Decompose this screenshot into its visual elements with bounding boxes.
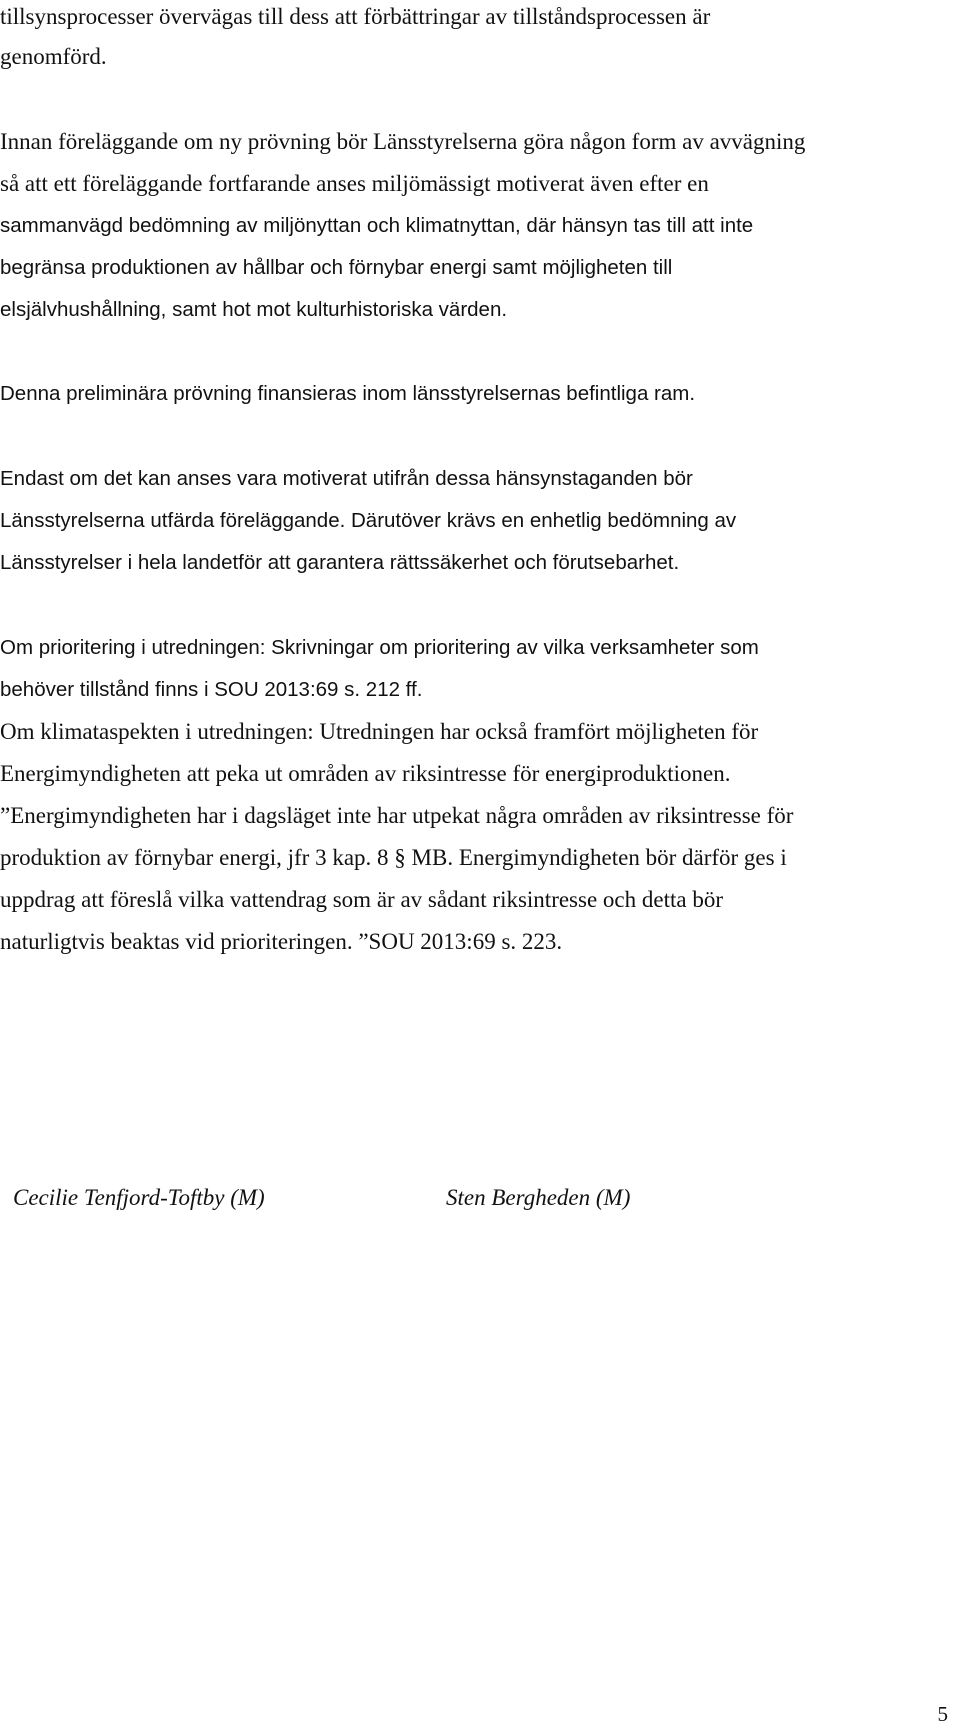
paragraph-line: Om klimataspekten i utredningen: Utredningen har också framfört möjligheten för [0, 719, 759, 744]
paragraph-line: sammanvägd bedömning av miljönyttan och klimatnyttan, där hänsyn tas till att inte [0, 214, 754, 237]
paragraph-line: Energimyndigheten att peka ut områden av riksintresse för energiproduktionen. [0, 761, 731, 786]
paragraph-line: tillsynsprocesser övervägas till dess att förbättringar av tillståndsprocessen är [0, 4, 711, 29]
paragraph-line: ”Energimyndigheten har i dagsläget inte har utpekat några områden av riksintresse för [0, 803, 794, 828]
paragraph-line: så att ett föreläggande fortfarande anses miljömässigt motiverat även efter en [0, 171, 709, 196]
paragraph-line: behöver tillstånd finns i SOU 2013:69 s. 212 ff. [0, 678, 423, 701]
paragraph-line: genomförd. [0, 44, 107, 69]
paragraph-line: Endast om det kan anses vara motiverat utifrån dessa hänsynstaganden bör [0, 467, 693, 490]
paragraph-line: uppdrag att föreslå vilka vattendrag som är av sådant riksintresse och detta bör [0, 887, 723, 912]
signature-left: Cecilie Tenfjord-Toftby (M) [13, 1185, 265, 1210]
paragraph-line: begränsa produktionen av hållbar och förnybar energi samt möjligheten till [0, 256, 673, 279]
paragraph-line: Innan föreläggande om ny prövning bör Länsstyrelserna göra någon form av avvägning [0, 129, 806, 154]
paragraph-line: naturligtvis beaktas vid prioriteringen. ”SOU 2013:69 s. 223. [0, 929, 563, 954]
signature-right: Sten Bergheden (M) [446, 1185, 631, 1210]
paragraph-line: produktion av förnybar energi, jfr 3 kap. 8 § MB. Energimyndigheten bör därför ges i [0, 845, 787, 870]
paragraph-line: Länsstyrelser i hela landetför att garantera rättssäkerhet och förutsebarhet. [0, 551, 680, 574]
page-number: 5 [937, 1702, 948, 1726]
paragraph-line: Om prioritering i utredningen: Skrivningar om prioritering av vilka verksamheter som [0, 636, 759, 659]
paragraph-line: Denna preliminära prövning finansieras inom länsstyrelsernas befintliga ram. [0, 382, 696, 405]
paragraph-line: Länsstyrelserna utfärda föreläggande. Därutöver krävs en enhetlig bedömning av [0, 509, 737, 532]
paragraph-line: elsjälvhushållning, samt hot mot kulturhistoriska värden. [0, 298, 508, 321]
